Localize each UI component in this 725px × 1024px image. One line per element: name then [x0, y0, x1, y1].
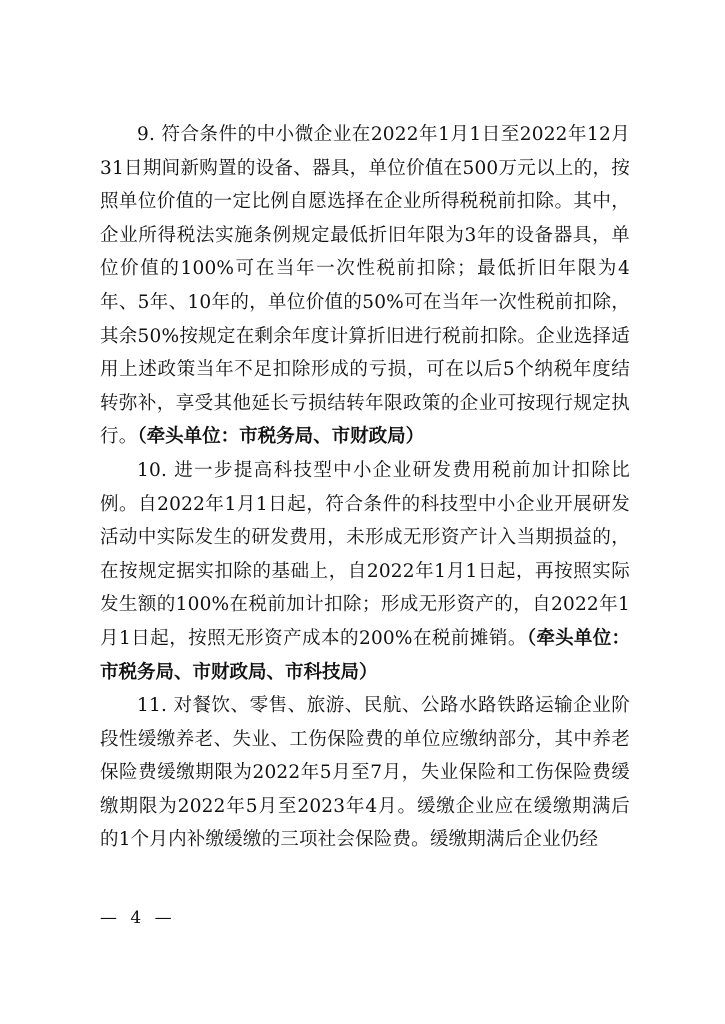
paragraph-9-lead-units: （牵头单位：市税务局、市财政局） [137, 426, 425, 448]
paragraph-10 [100, 454, 630, 689]
document-body [100, 118, 630, 857]
paragraph-10-lead-units: （牵头单位：市税务局、市财政局、市科技局） [100, 627, 630, 683]
paragraph-11-text: 11. 对餐饮、零售、旅游、民航、公路水路铁路运输企业阶段性缓缴养老、失业、工伤保险费的单位应缴纳部分，其中养老保险费缓缴期限为2022年5月至7月，失业保险和工伤保险费缓缴期限为2022年5月至2023年4月。缓缴企业应在缓缴期满后的1个月内补缴缓缴的三项社会保险费。缓缴期满后企业仍经 [100, 695, 630, 851]
page-number: — 4 — [100, 908, 176, 928]
paragraph-10-text: 10. 进一步提高科技型中小企业研发费用税前加计扣除比例。自2022年1月1日起，符合条件的科技型中小企业开展研发活动中实际发生的研发费用，未形成无形资产计入当期损益的，在按规定据实扣除的基础上，自2022年1月1日起，再按照实际发生额的100%在税前加计扣除；形成无形资产的，自2022年1月1日起，按照无形资产成本的200%在税前摊销。 [100, 459, 630, 649]
paragraph-11 [100, 689, 630, 857]
paragraph-9-text: 9. 符合条件的中小微企业在2022年1月1日至2022年12月31日期间新购置的设备、器具，单位价值在500万元以上的，按照单位价值的一定比例自愿选择在企业所得税税前扣除。其中，企业所得税法实施条例规定最低折旧年限为3年的设备器具，单位价值的100%可在当年一次性税前扣除；最低折旧年限为4年、5年、10年的，单位价值的50%可在当年一次性税前扣除，其余50%按规定在剩余年度计算折旧进行税前扣除。企业选择适用上述政策当年不足扣除形成的亏损，可在以后5个纳税年度结转弥补，享受其他延长亏损结转年限政策的企业可按现行规定执行。 [100, 124, 630, 448]
paragraph-9 [100, 118, 630, 454]
